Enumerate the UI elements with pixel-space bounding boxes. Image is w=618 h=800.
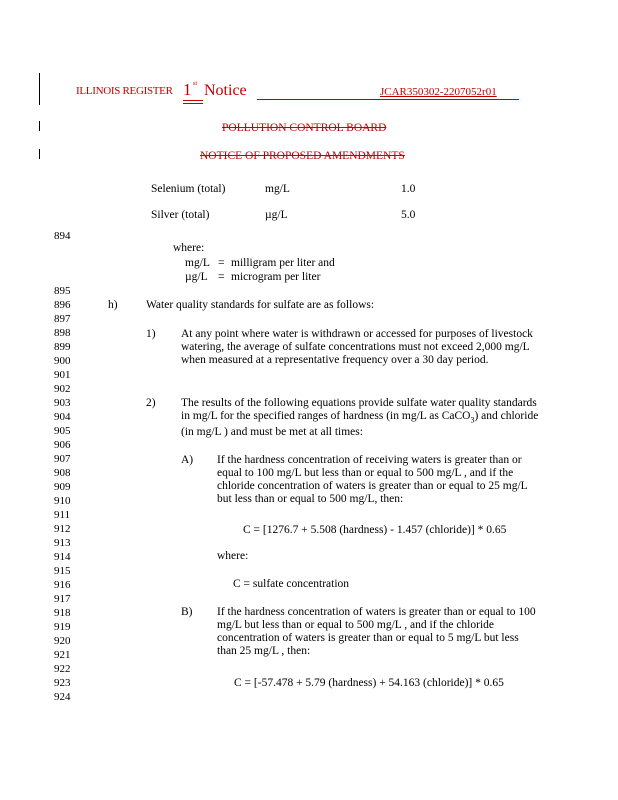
table-row (151, 209, 209, 221)
subitem-label: A) (181, 454, 194, 466)
item-text-part: The results of the following equations provide sulfate water quality standards in mg/L for the specified ranges of hardness (in mg/L as CaCO (181, 397, 537, 422)
header-rule (257, 99, 519, 100)
unit-cell: mg/L (265, 183, 290, 195)
double-underline (183, 103, 203, 104)
change-bar (39, 73, 40, 105)
line-number: 906 (54, 439, 71, 451)
line-number: 900 (54, 355, 71, 367)
line-number: 902 (54, 383, 71, 395)
line-number: 924 (54, 691, 71, 703)
line-number: 903 (54, 397, 71, 409)
def-text: microgram per liter (231, 271, 321, 283)
line-number: 910 (54, 495, 71, 507)
where-label: where: (173, 242, 205, 254)
subscript: 3 (470, 415, 475, 425)
def-symbol: mg/L (185, 257, 210, 269)
line-number: 907 (54, 453, 71, 465)
equation: C = [-57.478 + 5.79 (hardness) + 54.163 (chloride)] * 0.65 (234, 677, 504, 689)
def-symbol: µg/L (185, 271, 208, 283)
change-bar (39, 121, 40, 131)
line-number: 899 (54, 341, 71, 353)
line-number: 914 (54, 551, 71, 563)
line-number: 919 (54, 621, 71, 633)
register-title: ILLINOIS REGISTER (76, 85, 173, 97)
section-heading: Water quality standards for sulfate are as follows: (146, 299, 375, 311)
line-number: 921 (54, 649, 71, 661)
item-label: 2) (146, 397, 156, 409)
line-number: 918 (54, 607, 71, 619)
double-underline (183, 100, 203, 101)
value-cell: 1.0 (401, 183, 416, 195)
item-text (181, 397, 541, 439)
line-number: 909 (54, 481, 71, 493)
line-number: 911 (54, 509, 71, 521)
def-equals: = (218, 271, 225, 283)
where-label: where: (217, 550, 249, 562)
change-bar (39, 149, 40, 159)
value-cell: 5.0 (401, 209, 416, 221)
unit-cell: µg/L (265, 209, 288, 221)
notice-superscript: st (193, 81, 198, 87)
subitem-text: If the hardness concentration of waters is greater than or equal to 100 mg/L but less than or equal to 500 mg/L , and if the chloride concentration of waters is greater than or equal to 5 mg/L but less than 25 mg/L , then: (217, 606, 536, 657)
jcar-code: JCAR350302-2207052r01 (380, 86, 497, 98)
line-number: 908 (54, 467, 71, 479)
line-number: 915 (54, 565, 71, 577)
substance-cell: Silver (total) (151, 209, 210, 221)
line-number: 895 (54, 285, 71, 297)
table-row (151, 183, 225, 195)
line-number: 920 (54, 635, 71, 647)
subitem-text: If the hardness concentration of receiving waters is greater than or equal to 100 mg/L but less than or equal to 500 mg/L , and if the chloride concentration of waters is greater than or equal to 25 mg/L but less than or equal to 500 mg/L, then: (217, 454, 528, 505)
line-number: 912 (54, 523, 71, 535)
item-label: 1) (146, 328, 156, 340)
definition: C = sulfate concentration (233, 578, 350, 590)
notice-number: 1 (183, 80, 192, 99)
line-number: 913 (54, 537, 71, 549)
board-title: POLLUTION CONTROL BOARD (222, 122, 387, 134)
line-number: 894 (54, 230, 71, 242)
item-text-part: ) and chloride (in mg/L ) and must be met at all times: (181, 410, 539, 439)
line-number: 922 (54, 663, 71, 675)
line-number: 917 (54, 593, 71, 605)
line-number: 897 (54, 313, 71, 325)
line-number: 896 (54, 299, 71, 311)
line-number: 898 (54, 327, 71, 339)
line-number: 901 (54, 369, 71, 381)
line-number: 905 (54, 425, 71, 437)
line-number: 923 (54, 677, 71, 689)
def-text: milligram per liter and (231, 257, 335, 269)
line-number: 904 (54, 411, 71, 423)
substance-cell: Selenium (total) (151, 183, 226, 195)
def-equals: = (218, 257, 225, 269)
notice-title: NOTICE OF PROPOSED AMENDMENTS (200, 150, 405, 162)
equation: C = [1276.7 + 5.508 (hardness) - 1.457 (chloride)] * 0.65 (243, 524, 507, 536)
subitem-label: B) (181, 606, 193, 618)
line-number: 916 (54, 579, 71, 591)
section-label: h) (108, 299, 118, 311)
notice-label: Notice (204, 82, 247, 99)
item-text: At any point where water is withdrawn or accessed for purposes of livestock watering, the average of sulfate concentrations must not exceed 2,000 mg/L when measured at a representative frequency over a 30 day period. (181, 328, 533, 366)
